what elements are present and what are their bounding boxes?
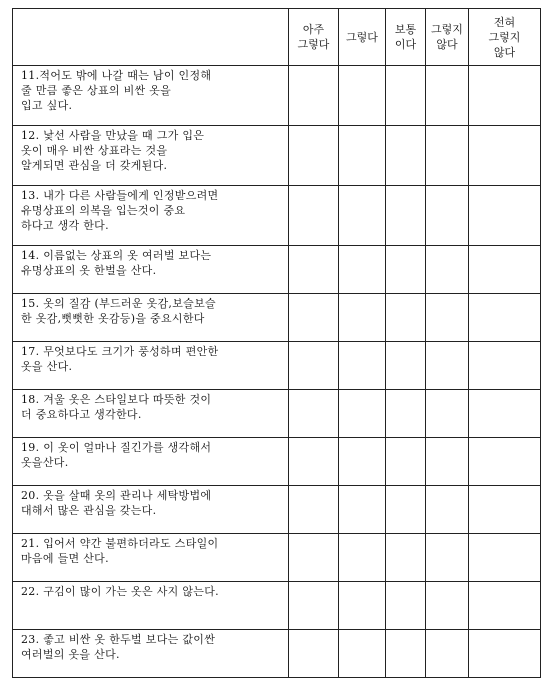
answer-cell-disagree[interactable]: [426, 66, 469, 126]
answer-cell-strongly-agree[interactable]: [289, 438, 339, 486]
answer-cell-strongly-disagree[interactable]: [469, 186, 541, 246]
header-corner-cell: [13, 9, 289, 66]
answer-cell-agree[interactable]: [339, 342, 386, 390]
question-row: [13, 486, 541, 534]
question-row: [13, 186, 541, 246]
answer-cell-strongly-disagree[interactable]: [469, 66, 541, 126]
answer-cell-disagree[interactable]: [426, 342, 469, 390]
question-row: [13, 438, 541, 486]
answer-cell-strongly-agree[interactable]: [289, 534, 339, 582]
answer-cell-strongly-agree[interactable]: [289, 294, 339, 342]
answer-cell-agree[interactable]: [339, 66, 386, 126]
answer-cell-neutral[interactable]: [386, 126, 426, 186]
answer-cell-agree[interactable]: [339, 486, 386, 534]
answer-cell-strongly-agree[interactable]: [289, 390, 339, 438]
question-text: 22. 구김이 많이 가는 옷은 사지 않는다.: [13, 582, 289, 630]
answer-cell-strongly-agree[interactable]: [289, 186, 339, 246]
question-text: 18. 겨울 옷은 스타일보다 따뜻한 것이 더 중요하다고 생각한다.: [13, 390, 289, 438]
question-row: [13, 582, 541, 630]
question-row: [13, 630, 541, 678]
header-row: [13, 9, 541, 66]
question-text: 12. 낯선 사람을 만났을 때 그가 입은 옷이 매우 비싼 상표라는 것을 알게되면 관심을 더 갖게된다.: [13, 126, 289, 186]
question-row: [13, 126, 541, 186]
question-text: 11.적어도 밖에 나갈 때는 남이 인정해 줄 만큼 좋은 상표의 비싼 옷을 입고 싶다.: [13, 66, 289, 126]
header-disagree: 그렇지 않다: [426, 9, 469, 66]
answer-cell-disagree[interactable]: [426, 630, 469, 678]
question-text: 23. 좋고 비싼 옷 한두벌 보다는 값이싼 여러벌의 옷을 산다.: [13, 630, 289, 678]
question-row: [13, 342, 541, 390]
answer-cell-agree[interactable]: [339, 246, 386, 294]
question-row: [13, 246, 541, 294]
question-text: 13. 내가 다른 사람들에게 인정받으려면 유명상표의 의복을 입는것이 중요 하다고 생각 한다.: [13, 186, 289, 246]
answer-cell-neutral[interactable]: [386, 66, 426, 126]
answer-cell-strongly-disagree[interactable]: [469, 294, 541, 342]
answer-cell-agree[interactable]: [339, 294, 386, 342]
answer-cell-strongly-agree[interactable]: [289, 342, 339, 390]
answer-cell-strongly-disagree[interactable]: [469, 246, 541, 294]
answer-cell-agree[interactable]: [339, 582, 386, 630]
answer-cell-disagree[interactable]: [426, 186, 469, 246]
answer-cell-strongly-agree[interactable]: [289, 630, 339, 678]
answer-cell-strongly-agree[interactable]: [289, 486, 339, 534]
answer-cell-neutral[interactable]: [386, 186, 426, 246]
answer-cell-disagree[interactable]: [426, 126, 469, 186]
question-row: [13, 534, 541, 582]
answer-cell-strongly-agree[interactable]: [289, 246, 339, 294]
survey-table: [12, 8, 541, 678]
answer-cell-strongly-disagree[interactable]: [469, 342, 541, 390]
answer-cell-agree[interactable]: [339, 438, 386, 486]
answer-cell-disagree[interactable]: [426, 294, 469, 342]
question-text: 14. 이름없는 상표의 옷 여러벌 보다는 유명상표의 옷 한벌을 산다.: [13, 246, 289, 294]
answer-cell-agree[interactable]: [339, 390, 386, 438]
answer-cell-neutral[interactable]: [386, 486, 426, 534]
question-text: 19. 이 옷이 얼마나 질긴가를 생각해서 옷을산다.: [13, 438, 289, 486]
answer-cell-neutral[interactable]: [386, 294, 426, 342]
answer-cell-disagree[interactable]: [426, 246, 469, 294]
answer-cell-disagree[interactable]: [426, 582, 469, 630]
answer-cell-strongly-agree[interactable]: [289, 66, 339, 126]
answer-cell-disagree[interactable]: [426, 438, 469, 486]
answer-cell-neutral[interactable]: [386, 438, 426, 486]
answer-cell-neutral[interactable]: [386, 534, 426, 582]
question-row: [13, 390, 541, 438]
header-agree: 그렇다: [339, 9, 386, 66]
answer-cell-agree[interactable]: [339, 534, 386, 582]
answer-cell-neutral[interactable]: [386, 582, 426, 630]
answer-cell-strongly-agree[interactable]: [289, 126, 339, 186]
answer-cell-neutral[interactable]: [386, 246, 426, 294]
answer-cell-agree[interactable]: [339, 630, 386, 678]
answer-cell-strongly-disagree[interactable]: [469, 534, 541, 582]
question-text: 17. 무엇보다도 크기가 풍성하며 편안한 옷을 산다.: [13, 342, 289, 390]
answer-cell-strongly-disagree[interactable]: [469, 390, 541, 438]
question-text: 15. 옷의 질감 (부드러운 옷감,보슬보슬 한 옷감,뻣뻣한 옷감등)을 중요시한다: [13, 294, 289, 342]
answer-cell-strongly-disagree[interactable]: [469, 582, 541, 630]
question-row: [13, 294, 541, 342]
header-neutral: 보통 이다: [386, 9, 426, 66]
answer-cell-disagree[interactable]: [426, 534, 469, 582]
answer-cell-neutral[interactable]: [386, 630, 426, 678]
question-text: 20. 옷을 살때 옷의 관리나 세탁방법에 대해서 많은 관심을 갖는다.: [13, 486, 289, 534]
answer-cell-strongly-agree[interactable]: [289, 582, 339, 630]
header-strongly-disagree: 전혀 그렇지 않다: [469, 9, 541, 66]
answer-cell-strongly-disagree[interactable]: [469, 486, 541, 534]
answer-cell-strongly-disagree[interactable]: [469, 630, 541, 678]
answer-cell-neutral[interactable]: [386, 390, 426, 438]
answer-cell-agree[interactable]: [339, 186, 386, 246]
answer-cell-agree[interactable]: [339, 126, 386, 186]
question-row: [13, 66, 541, 126]
answer-cell-disagree[interactable]: [426, 486, 469, 534]
answer-cell-disagree[interactable]: [426, 390, 469, 438]
header-strongly-agree: 아주 그렇다: [289, 9, 339, 66]
answer-cell-strongly-disagree[interactable]: [469, 126, 541, 186]
answer-cell-neutral[interactable]: [386, 342, 426, 390]
answer-cell-strongly-disagree[interactable]: [469, 438, 541, 486]
question-text: 21. 입어서 약간 불편하더라도 스타일이 마음에 들면 산다.: [13, 534, 289, 582]
